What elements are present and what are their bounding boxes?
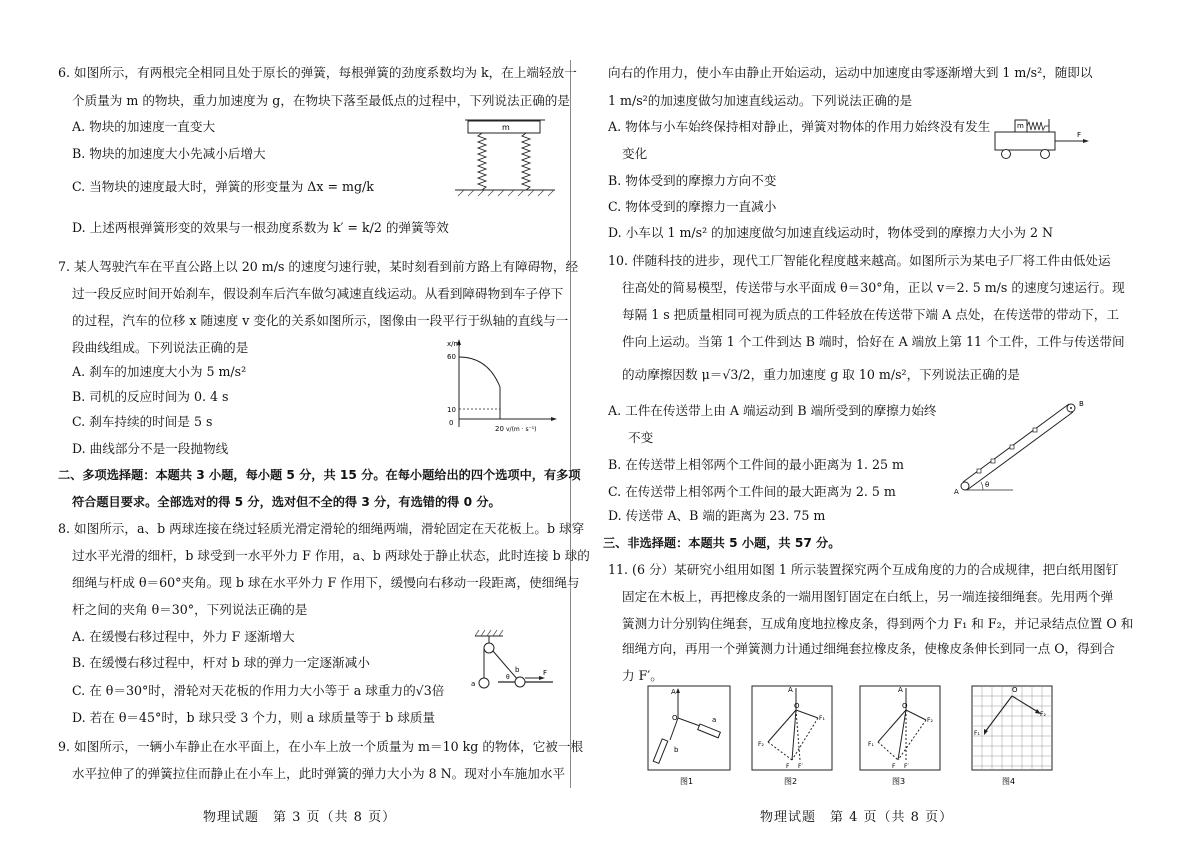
q11-figure-4 bbox=[972, 686, 1052, 786]
q6-line-2: 个质量为 m 的物块，重力加速度为 g，在物块下落至最低点的过程中，下列说法正确的是 bbox=[72, 93, 570, 108]
q11-f2-O: O bbox=[794, 702, 800, 710]
q10-line-5: 的动摩擦因数 μ＝√3/2，重力加速度 g 取 10 m/s²，下列说法正确的是 bbox=[622, 367, 1020, 382]
q7-graph-x-end: 20 bbox=[495, 425, 504, 433]
q11-f3-F: F bbox=[892, 763, 896, 770]
page-4-footer: 物理试题 第 4 页（共 8 页） bbox=[760, 810, 954, 825]
section-2-heading-line-2: 符合题目要求。全部选对的得 5 分，选对但不全的得 3 分，有选错的得 0 分。 bbox=[72, 495, 501, 509]
q8-fig-ball-a: a bbox=[471, 680, 476, 688]
q7-option-c: C. 刹车持续的时间是 5 s bbox=[72, 414, 213, 429]
q8-line-4: 杆之间的夹角 θ＝30°，下列说法正确的是 bbox=[72, 602, 308, 617]
q8-line-1: 8. 如图所示，a、b 两球连接在绕过轻质光滑定滑轮的细绳两端，滑轮固定在天花板上。b 球穿 bbox=[58, 521, 585, 536]
q8-line-2: 过水平光滑的细杆，b 球受到一水平外力 F 作用，a、b 两球处于静止状态，此时连接 b 球的 bbox=[72, 548, 590, 563]
q7-line-3: 的过程，汽车的位移 x 随速度 v 变化的关系如图所示，图像由一段平行于纵轴的直线与一 bbox=[72, 313, 569, 328]
q11-f4-F1: F₁ bbox=[974, 730, 980, 737]
q11-f3-Fprime: F′ bbox=[904, 763, 909, 770]
q8-option-d: D. 若在 θ＝45°时，b 球只受 3 个力，则 a 球质量等于 b 球质量 bbox=[72, 710, 436, 725]
q8-option-b: B. 在缓慢右移过程中，杆对 b 球的弹力一定逐渐减小 bbox=[72, 655, 370, 670]
q10-fig-end-B: B bbox=[1079, 400, 1084, 408]
q11-f2-F1-right: F₁ bbox=[819, 715, 825, 722]
q10-line-3: 每隔 1 s 把质量相同可视为质点的工件轻放在传送带下端 A 点处，在传送带的带动下，工 bbox=[622, 307, 1119, 322]
q11-figure-3 bbox=[860, 686, 940, 786]
q9-option-a-line-2: 变化 bbox=[622, 146, 648, 161]
q11-f4-O: O bbox=[1012, 686, 1018, 694]
q11-figure-3-caption: 图3 bbox=[892, 777, 906, 786]
q10-line-2: 往高处的简易模型，传送带与水平面成 θ＝30°角，正以 v＝2. 5 m/s 的速度匀速运行。现 bbox=[622, 280, 1125, 295]
q7-graph-y-top: 60 bbox=[447, 353, 456, 361]
q7-graph-y-mid: 10 bbox=[447, 406, 456, 414]
q8-fig-theta: θ bbox=[506, 674, 510, 681]
q6-option-a: A. 物块的加速度一直变大 bbox=[72, 119, 216, 134]
q10-option-d: D. 传送带 A、B 端的距离为 23. 75 m bbox=[608, 508, 826, 523]
q11-f2-Fprime: F′ bbox=[798, 763, 803, 770]
q11-f4-F2: F₂ bbox=[1040, 711, 1046, 718]
q11-figure-1 bbox=[648, 686, 730, 786]
q8-option-c: C. 在 θ＝30°时，滑轮对天花板的作用力大小等于 a 球重力的√3倍 bbox=[72, 683, 445, 698]
q9-line-2: 水平拉伸了的弹簧拉住而静止在小车上，此时弹簧的弹力大小为 8 N。现对小车施加水平 bbox=[72, 766, 566, 781]
q11-f3-F2: F₂ bbox=[927, 717, 933, 724]
q11-figure-1-caption: 图1 bbox=[680, 777, 694, 786]
q7-option-a: A. 刹车的加速度大小为 5 m/s² bbox=[72, 364, 247, 379]
q11-f3-A: A bbox=[898, 686, 903, 694]
q7-option-b: B. 司机的反应时间为 0. 4 s bbox=[72, 389, 229, 404]
section-3-heading: 三、非选择题：本题共 5 小题，共 57 分。 bbox=[603, 536, 841, 550]
q9-option-d: D. 小车以 1 m/s² 的加速度做匀加速直线运动时，物体受到的摩擦力大小为 2 N bbox=[608, 225, 1054, 240]
q9-option-b: B. 物体受到的摩擦力方向不变 bbox=[608, 173, 777, 188]
q11-figure-2 bbox=[752, 686, 832, 786]
q11-f3-O: O bbox=[902, 702, 908, 710]
q8-option-a: A. 在缓慢右移过程中，外力 F 逐渐增大 bbox=[72, 629, 295, 644]
q11-figure-4-caption: 图4 bbox=[1002, 777, 1016, 786]
q11-f2-F2-left: F₂ bbox=[758, 741, 764, 748]
q9-line-1: 9. 如图所示，一辆小车静止在水平面上，在小车上放一个质量为 m＝10 kg 的物体，它被一根 bbox=[58, 739, 584, 754]
q6-option-b: B. 物块的加速度大小先减小后增大 bbox=[72, 146, 266, 161]
q9-fig-mass-label: m bbox=[1017, 122, 1024, 130]
q10-fig-end-A: A bbox=[954, 488, 959, 496]
q11-line-4: 细绳方向，再用一个弹簧测力计通过细绳套拉橡皮条，使橡皮条伸长到同一点 O，得到合 bbox=[622, 641, 1115, 656]
q8-fig-ball-b: b bbox=[515, 666, 520, 674]
q7-line-4: 段曲线组成。下列说法正确的是 bbox=[72, 340, 249, 355]
q10-option-a-line-1: A. 工件在传送带上由 A 端运动到 B 端所受到的摩擦力始终 bbox=[608, 403, 937, 418]
q7-line-2: 过一段反应时间开始刹车，假设刹车后汽车做匀减速直线运动。从看到障碍物到车子停下 bbox=[72, 286, 564, 301]
q7-line-1: 7. 某人驾驶汽车在平直公路上以 20 m/s 的速度匀速行驶，某时刻看到前方路上有障碍物，经 bbox=[58, 259, 579, 274]
q7-graph-ylabel: x/m bbox=[447, 340, 461, 348]
q6-option-d: D. 上述两根弹簧形变的效果与一根劲度系数为 k′ = k/2 的弹簧等效 bbox=[72, 220, 449, 235]
q6-spring-figure bbox=[450, 118, 560, 204]
section-2-heading-line-1: 二、多项选择题：本题共 3 小题，每小题 5 分，共 15 分。在每小题给出的四个选项中，有多项 bbox=[58, 468, 581, 482]
q9-cont-line-2: 1 m/s²的加速度做匀加速直线运动。下列说法正确的是 bbox=[608, 93, 913, 108]
q11-f1-O: O bbox=[672, 714, 678, 722]
q9-option-c: C. 物体受到的摩擦力一直减小 bbox=[608, 199, 777, 214]
q11-f2-A: A bbox=[788, 686, 793, 694]
q11-line-2: 固定在木板上，再把橡皮条的一端用图钉固定在白纸上，另一端连接细绳套。先用两个弹 bbox=[622, 589, 1114, 604]
q7-graph-xlabel: v/(m · s⁻¹) bbox=[506, 426, 537, 433]
q10-option-c: C. 在传送带上相邻两个工件间的最大距离为 2. 5 m bbox=[608, 484, 896, 499]
q10-fig-theta: θ bbox=[985, 481, 990, 489]
q10-line-4: 件向上运动。当第 1 个工件到达 B 端时，恰好在 A 端放上第 11 个工件，工件与传送带间 bbox=[622, 334, 1125, 349]
q9-fig-force-F: F bbox=[1077, 131, 1082, 139]
q11-f3-F1: F₁ bbox=[868, 741, 874, 748]
q7-option-d: D. 曲线部分不是一段抛物线 bbox=[72, 441, 229, 456]
q10-line-1: 10. 伴随科技的进步，现代工厂智能化程度越来越高。如图所示为某电子厂将工件由低处运 bbox=[608, 253, 1111, 268]
q9-cont-line-1: 向右的作用力，使小车由静止开始运动，运动中加速度由零逐渐增大到 1 m/s²，随即以 bbox=[608, 65, 1093, 80]
column-divider bbox=[570, 60, 571, 788]
q11-line-3: 簧测力计分别钩住绳套，互成角度地拉橡皮条，得到两个力 F₁ 和 F₂，并记录结点位置 O 和 bbox=[622, 616, 1134, 631]
q10-conveyor-figure bbox=[953, 396, 1113, 496]
q11-figures bbox=[640, 680, 1080, 792]
q11-f1-A: A bbox=[671, 688, 676, 696]
q9-option-a-line-1: A. 物体与小车始终保持相对静止，弹簧对物体的作用力始终没有发生 bbox=[608, 119, 991, 134]
q10-option-a-line-2: 不变 bbox=[628, 430, 654, 445]
q6-option-c: C. 当物块的速度最大时，弹簧的形变量为 Δx = mg/k bbox=[72, 179, 374, 194]
q8-fig-force-F: F bbox=[543, 669, 548, 677]
q11-f2-F: F bbox=[786, 763, 790, 770]
q9-cart-figure bbox=[991, 116, 1101, 160]
q6-line-1: 6. 如图所示，有两根完全相同且处于原长的弹簧，每根弹簧的劲度系数均为 k，在上端轻放一 bbox=[58, 65, 577, 80]
q10-option-b: B. 在传送带上相邻两个工件间的最小距离为 1. 25 m bbox=[608, 457, 904, 472]
q11-f1-a: a bbox=[712, 716, 717, 724]
q7-x-v-graph bbox=[433, 339, 563, 439]
q11-line-1: 11. (6 分）某研究小组用如图 1 所示装置探究两个互成角度的力的合成规律，把白纸用图钉 bbox=[608, 562, 1119, 577]
q11-f1-b: b bbox=[674, 746, 679, 754]
q11-figure-2-caption: 图2 bbox=[784, 777, 798, 786]
q11-line-5: 力 F′。 bbox=[622, 668, 663, 683]
q6-fig-mass-label: m bbox=[502, 123, 510, 132]
page-3-footer: 物理试题 第 3 页（共 8 页） bbox=[203, 810, 397, 825]
q8-pulley-figure bbox=[463, 626, 563, 696]
q8-line-3: 细绳与杆成 θ＝60°夹角。现 b 球在水平外力 F 作用下，缓慢向右移动一段距离，使细绳与 bbox=[72, 575, 580, 590]
q7-graph-origin: 0 bbox=[449, 419, 454, 427]
